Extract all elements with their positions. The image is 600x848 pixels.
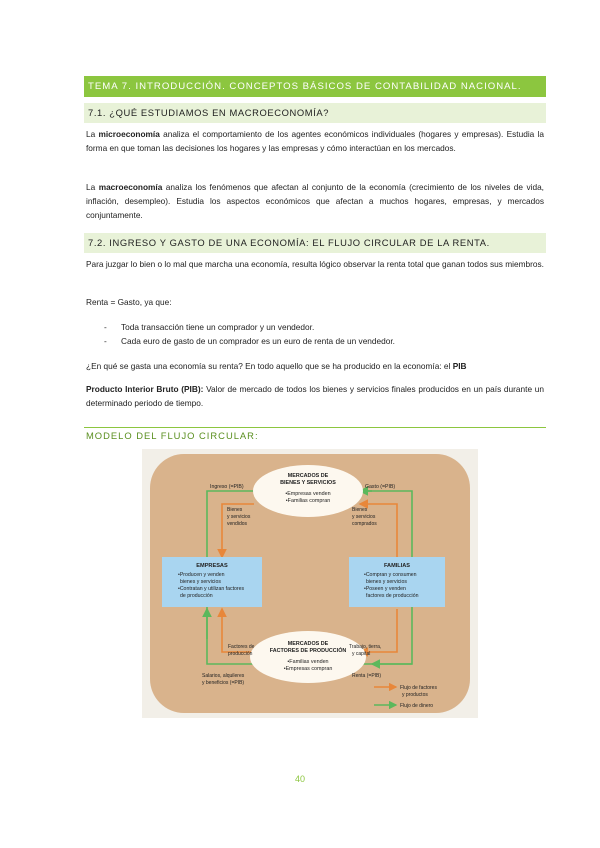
term-producto-interior-bruto: Producto Interior Bruto (PIB):: [86, 384, 204, 394]
mercado-bs-l1: •Empresas venden: [285, 491, 331, 497]
empresas-title: EMPRESAS: [196, 563, 228, 569]
label-bs-comprados-3: comprados: [352, 521, 377, 527]
section-title-7-1: 7.1. ¿QUÉ ESTUDIAMOS EN MACROECONOMÍA?: [84, 103, 546, 123]
paragraph-pib-question: ¿En qué se gasta una economía su renta? En todo aquello que se ha producido en la economía: el PIB: [86, 361, 467, 371]
mercado-bs-title2: BIENES Y SERVICIOS: [280, 480, 336, 486]
label-trabajo-2: y capital: [352, 651, 371, 657]
mercado-fp-l1: •Familias venden: [287, 659, 329, 665]
label-bs-vendidos-1: Bienes: [227, 507, 243, 513]
label-bs-vendidos-3: vendidos: [227, 521, 248, 527]
bullet-item: - Toda transacción tiene un comprador y un vendedor.: [104, 322, 315, 332]
paragraph-macroeconomia: La macroeconomía analiza los fenómenos que afectan al conjunto de la economía (crecimiento de los niveles de vida, inflación, desempleo). Estudia los aspectos económicos que afectan a muchos hogares, empresas, y mercados conjuntamente.: [86, 182, 544, 220]
legend-dinero: Flujo de dinero: [400, 703, 434, 709]
label-factores-2: producción: [228, 651, 253, 657]
label-bs-comprados-2: y servicios: [352, 514, 376, 520]
familias-l4: factores de producción: [366, 593, 419, 599]
paragraph-renta-gasto: Renta = Gasto, ya que:: [86, 297, 172, 307]
legend-factores-1: Flujo de factores: [400, 685, 437, 691]
empresas-l1: •Producen y venden: [178, 572, 225, 578]
label-salarios-1: Salarios, alquileres: [202, 673, 245, 679]
label-gasto: Gasto (=PIB): [365, 484, 396, 490]
paragraph-renta-total: Para juzgar lo bien o lo mal que marcha una economía, resulta lógico observar la renta total que ganan todos sus miembros.: [86, 259, 544, 269]
label-salarios-2: y beneficios (=PIB): [202, 680, 245, 686]
label-bs-comprados-1: Bienes: [352, 507, 368, 513]
mercado-fp-title1: MERCADOS DE: [287, 641, 329, 647]
legend-factores-2: y productos: [402, 692, 428, 698]
label-bs-vendidos-2: y servicios: [227, 514, 251, 520]
term-macroeconomia: macroeconomía: [98, 182, 163, 192]
familias-l1: •Compran y consumen: [364, 572, 417, 578]
label-trabajo-1: Trabajo, tierra,: [349, 644, 382, 650]
paragraph-microeconomia: La microeconomía analiza el comportamiento de los agentes económicos individuales (hogares y empresas). Estudia la forma en que toman las decisiones los hogares y las empresas y cómo interactúan en los mercados.: [86, 129, 544, 153]
mercado-factores-ellipse: [250, 631, 366, 683]
familias-l3: •Poseen y venden: [364, 586, 406, 592]
term-pib: PIB: [452, 361, 467, 371]
label-ingreso: Ingreso (=PIB): [210, 484, 244, 490]
bullet-item: - Cada euro de gasto de un comprador es un euro de renta de un vendedor.: [104, 336, 395, 346]
mercado-bs-title1: MERCADOS DE: [287, 473, 329, 479]
familias-l2: bienes y servicios: [366, 579, 407, 585]
modelo-title: MODELO DEL FLUJO CIRCULAR:: [86, 430, 259, 441]
empresas-l4: de producción: [180, 593, 213, 599]
page-number: 40: [294, 774, 305, 784]
paragraph-pib-definition: Producto Interior Bruto (PIB): Valor de mercado de todos los bienes y servicios finales producidos en un país durante un determinado periodo de tiempo.: [86, 384, 544, 408]
empresas-l2: bienes y servicios: [180, 579, 221, 585]
mercado-bs-l2: •Familias compran: [285, 498, 331, 504]
circular-flow-diagram: [142, 449, 478, 718]
mercado-fp-title2: FACTORES DE PRODUCCIÓN: [269, 648, 347, 654]
chapter-title: TEMA 7. INTRODUCCIÓN. CONCEPTOS BÁSICOS DE CONTABILIDAD NACIONAL.: [84, 76, 546, 97]
term-microeconomia: microeconomía: [98, 129, 160, 139]
section-title-7-2: 7.2. INGRESO Y GASTO DE UNA ECONOMÍA: EL FLUJO CIRCULAR DE LA RENTA.: [84, 233, 546, 253]
divider: [84, 427, 546, 428]
mercado-fp-l2: •Empresas compran: [283, 666, 333, 672]
empresas-l3: •Contratan y utilizan factores: [178, 586, 245, 592]
label-factores-1: Factores de: [228, 644, 255, 650]
label-renta: Renta (=PIB): [352, 673, 382, 679]
familias-title: FAMILIAS: [383, 563, 411, 569]
